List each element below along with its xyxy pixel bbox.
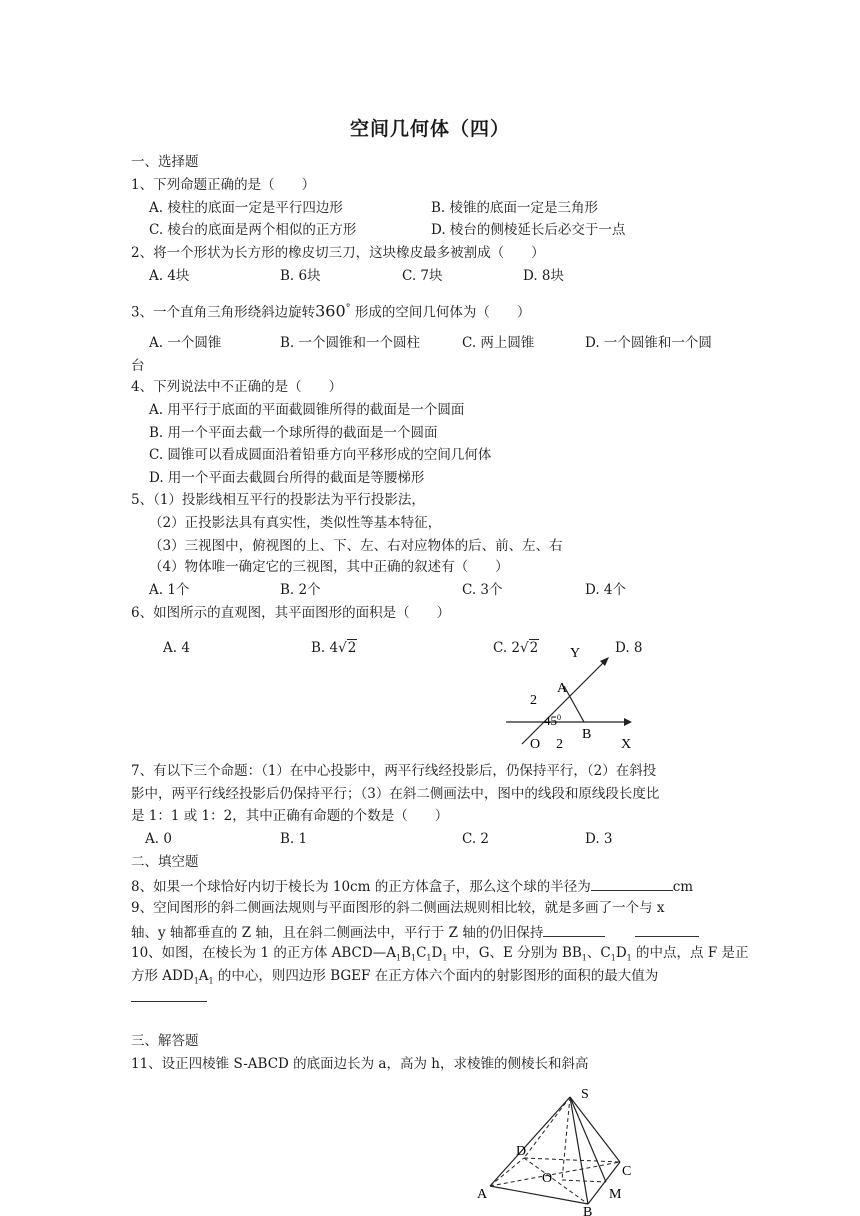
question-6-option-a: A. 4 — [163, 640, 190, 656]
question-7-option-a: A. 0 — [145, 831, 172, 847]
edge-sa — [490, 1097, 570, 1186]
x-axis-arrow — [624, 718, 632, 726]
label-b: B — [583, 1205, 593, 1216]
question-6-option-d: D. 8 — [615, 640, 643, 656]
subscript: 1 — [610, 953, 616, 963]
q10-text: D — [431, 945, 443, 961]
question-10-line-2 — [131, 967, 658, 991]
question-2-option-b: B. 6块 — [280, 268, 321, 284]
question-1-option-b: B. 棱锥的底面一定是三角形 — [431, 200, 599, 216]
subscript: 1 — [581, 953, 587, 963]
question-5-line-2: （2）正投影法具有真实性，类似性等基本特征， — [149, 515, 442, 531]
question-5-line-4: （4）物体唯一确定它的三视图，其中正确的叙述有（ ） — [149, 559, 509, 575]
label-o: O — [530, 737, 541, 752]
label-a: A — [557, 681, 568, 696]
question-7-line-3: 是 1：1 或 1：2，其中正确有命题的个数是（ ） — [131, 808, 449, 824]
q10-text: B — [401, 945, 411, 961]
question-3-angle: 360 — [315, 301, 346, 321]
label-b: B — [582, 727, 592, 742]
subscript: 1 — [442, 953, 448, 963]
subscript: 1 — [426, 953, 432, 963]
angle-degree-mark: 0 — [557, 713, 561, 722]
oblique-axes-figure — [500, 640, 660, 755]
radicand: 2 — [347, 640, 357, 656]
label-s: S — [581, 1087, 589, 1102]
label-o: O — [542, 1171, 553, 1186]
q10-text: 的中点，点 F 是正 — [631, 945, 749, 961]
question-2-option-c: C. 7块 — [402, 268, 443, 284]
edge-sc — [570, 1097, 620, 1162]
subscript: 1 — [208, 976, 214, 986]
question-7-option-b: B. 1 — [280, 831, 308, 847]
question-4-stem: 4、下列说法中不正确的是（ ） — [131, 379, 343, 395]
answer-blank[interactable] — [591, 876, 673, 891]
section-heading-fill-in: 二、填空题 — [131, 854, 199, 870]
label-a: A — [477, 1187, 488, 1202]
question-5-option-d: D. 4个 — [585, 582, 627, 598]
question-3-degree: ° — [345, 303, 351, 314]
radicand: 2 — [529, 640, 539, 656]
angle-value: 45 — [544, 713, 557, 728]
section-heading-choice: 一、选择题 — [131, 154, 199, 170]
question-3-option-d-continued: 台 — [131, 358, 145, 374]
question-2-stem: 2、将一个形状为长方形的橡皮切三刀，这块橡皮最多被割成（ ） — [131, 245, 545, 261]
question-7-line-1: 7、有以下三个命题：（1）在中心投影中，两平行线经投影后，仍保持平行，（2）在斜投 — [131, 763, 657, 779]
question-3-stem — [131, 300, 530, 322]
question-8 — [131, 876, 693, 896]
page-title: 空间几何体（四） — [349, 118, 510, 140]
label-length-oa: 2 — [530, 693, 537, 708]
question-8-unit: cm — [672, 879, 694, 895]
question-4-option-c: C. 圆锥可以看成圆面沿着铅垂方向平移形成的空间几何体 — [149, 447, 492, 463]
label-m: M — [609, 1187, 622, 1202]
question-11-stem: 11、设正四棱锥 S-ABCD 的底面边长为 a，高为 h，求棱锥的侧棱长和斜高 — [131, 1056, 589, 1072]
question-3-option-b: B. 一个圆锥和一个圆柱 — [280, 335, 421, 351]
question-3-stem-text: 3、一个直角三角形绕斜边旋转 — [131, 304, 316, 321]
question-6-option-c-text: C. 2 — [493, 640, 521, 656]
edge-sb — [570, 1097, 588, 1204]
subscript: 1 — [626, 953, 632, 963]
edge-dc-hidden — [524, 1158, 620, 1162]
question-8-text: 8、如果一个球恰好内切于棱长为 10cm 的正方体盒子，那么这个球的半径为 — [131, 879, 591, 895]
question-5-line-1: 5、（1）投影线相互平行的投影法为平行投影法， — [131, 492, 425, 508]
q10-text: 的中心，则四边形 BGEF 在正方体六个面内的射影图形的面积的最大值为 — [213, 968, 659, 984]
subscript: 1 — [410, 953, 417, 963]
question-10-line-1 — [131, 944, 749, 968]
subscript: 1 — [193, 976, 199, 986]
question-9-line-2 — [131, 922, 699, 942]
question-9-text: 轴、y 轴都垂直的 Z 轴，且在斜二侧画法中，平行于 Z 轴的仍旧保持 — [131, 925, 544, 941]
question-4-option-a: A. 用平行于底面的平面截圆锥所得的截面是一个圆面 — [149, 402, 465, 418]
label-length-ob: 2 — [556, 737, 563, 752]
question-1-stem: 1、下列命题正确的是（ ） — [131, 177, 316, 193]
question-7-option-d: D. 3 — [585, 831, 613, 847]
edge-sd-hidden — [524, 1097, 570, 1158]
question-6-stem: 6、如图所示的直观图，其平面图形的面积是（ ） — [131, 605, 451, 621]
edge-sm — [570, 1097, 606, 1182]
question-5-option-c: C. 3个 — [462, 582, 503, 598]
question-5-option-b: B. 2个 — [280, 582, 321, 598]
q10-text: 、C — [586, 945, 611, 961]
question-6-option-b — [311, 639, 357, 657]
question-6-option-b-text: B. 4 — [311, 640, 339, 656]
label-d: D — [516, 1144, 527, 1159]
diagonal-ac — [490, 1162, 620, 1186]
answer-blank[interactable] — [543, 922, 605, 937]
question-3-option-a: A. 一个圆锥 — [149, 335, 222, 351]
question-1-option-d: D. 棱台的侧棱延长后必交于一点 — [431, 222, 626, 238]
section-heading-solutions: 三、解答题 — [131, 1033, 199, 1049]
subscript: 1 — [395, 953, 402, 963]
height-so — [562, 1097, 570, 1180]
question-7-option-c: C. 2 — [462, 831, 490, 847]
edge-ab — [490, 1186, 588, 1204]
question-5-option-a: A. 1个 — [149, 582, 190, 598]
question-3-option-d: D. 一个圆锥和一个圆 — [585, 335, 712, 351]
question-3-option-c: C. 两上圆锥 — [462, 335, 535, 351]
q10-text: 10、如图，在棱长为 1 的正方体 ABCD—A — [131, 945, 396, 961]
q10-text: C — [416, 945, 427, 961]
question-1-option-a: A. 棱柱的底面一定是平行四边形 — [149, 200, 343, 216]
q10-text: A — [198, 968, 209, 984]
label-x: X — [621, 737, 632, 752]
q10-text: D — [615, 945, 627, 961]
question-3-stem-end: 形成的空间几何体为（ ） — [350, 304, 531, 321]
question-2-option-d: D. 8块 — [523, 268, 565, 284]
question-4-option-d: D. 用一个平面去截圆台所得的截面是等腰梯形 — [149, 470, 425, 486]
label-c: C — [622, 1164, 632, 1179]
question-5-line-3: （3）三视图中，俯视图的上、下、左、右对应物体的后、前、左、右 — [149, 538, 563, 554]
q10-text: 中，G、E 分别为 BB — [447, 945, 582, 961]
question-2-option-a: A. 4块 — [149, 268, 190, 284]
question-1-option-c: C. 棱台的底面是两个相似的正方形 — [149, 222, 357, 238]
pyramid-figure — [470, 1082, 650, 1216]
sqrt-symbol: √2 — [338, 640, 357, 656]
label-angle — [544, 713, 561, 728]
edge-ad-hidden — [490, 1158, 524, 1186]
q10-text: 方形 ADD — [131, 968, 194, 984]
answer-blank[interactable] — [131, 1001, 207, 1002]
sqrt-symbol: √2 — [520, 640, 539, 656]
question-4-option-b: B. 用一个平面去截一个球所得的截面是一个圆面 — [149, 425, 438, 441]
label-y: Y — [570, 646, 581, 661]
answer-blank[interactable] — [635, 922, 699, 937]
question-9-line-1: 9、空间图形的斜二侧画法规则与平面图形的斜二侧画法规则相比较，就是多画了一个与 x — [131, 900, 665, 916]
question-7-line-2: 影中，两平行线经投影后仍保持平行；（3）在斜二侧画法中，图中的线段和原线段长度比 — [131, 786, 660, 802]
